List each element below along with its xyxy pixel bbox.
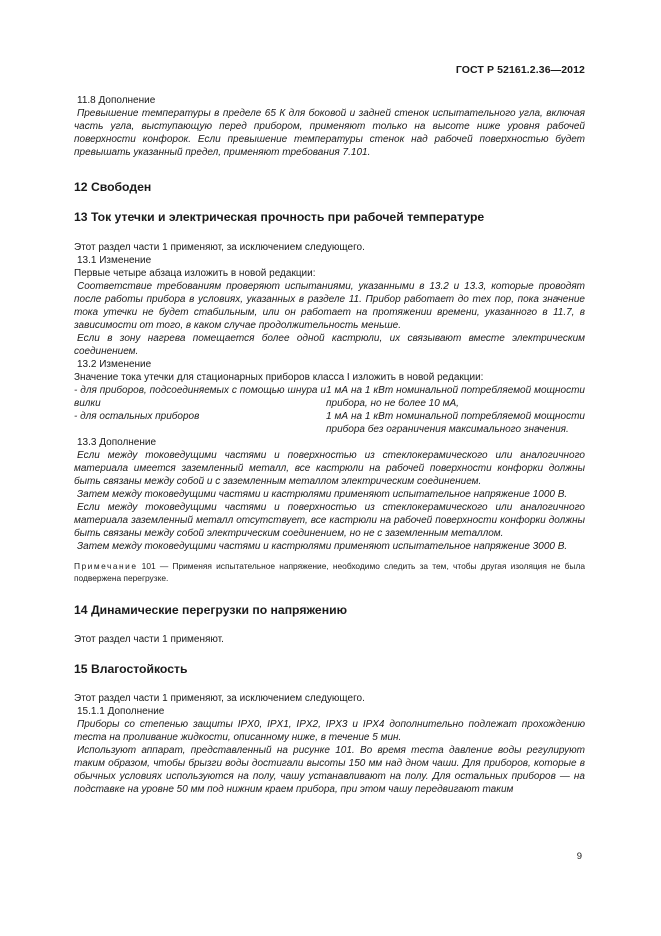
clause-13-3-label: 13.3 Дополнение [77,437,157,448]
clause-15-1-1-label: 15.1.1 Дополнение [77,706,165,717]
page-content [74,94,585,796]
leakage-row-cord-type: - для приборов, подсоединяемых с помощью шнура и вилки [74,385,326,409]
section-14-heading: 14 Динамические перегрузки по напряжению [74,603,347,617]
section-13-heading: 13 Ток утечки и электрическая прочность при рабочей температуре [74,210,485,224]
leakage-row-cord [74,384,585,410]
leakage-row-other-value: 1 мА на 1 кВт номинальной потребляемой мощности прибора без ограничения максимального значения. [326,411,585,435]
leakage-row-other-type: - для остальных приборов [74,411,200,422]
section-15-heading: 15 Влагостойкость [74,662,188,676]
standard-header: ГОСТ Р 52161.2.36—2012 [455,64,585,76]
clause-13-3-para-4: Затем между токоведущими частями и кастрюлями применяют испытательное напряжение 3000 В. [77,541,568,552]
clause-13-3-para-1: Если между токоведущими частями и поверхностью из стеклокерамического или аналогичного материала имеется заземленный металл, все кастрюли на рабочей поверхности конфорки должны быть связаны между собой и с заземленным металлом электрическим соединением. [74,450,585,487]
clause-11-8-text: Превышение температуры в пределе 65 К для боковой и задней стенок испытательного угла, включая часть угла, выступающую перед прибором, применяют только на высоте ниже уровня рабочей поверхности конфорок. Если превышение температуры стенок над рабочей поверхностью будет превышать указанный предел, применяют требования 7.101. [74,108,585,158]
clause-13-1-label: 13.1 Изменение [77,255,152,266]
clause-13-2-label: 13.2 Изменение [77,359,152,370]
leakage-row-other [74,410,585,436]
clause-15-1-1-para-2: Используют аппарат, представленный на рисунке 101. Во время теста давление воды регулируют таким образом, чтобы брызги воды достигали высоты 150 мм над дном чаши. Для приборов, которые в обычных условиях используются на полу, чашу устанавливают на полу. Для остальных приборов — на подставке на уровне 50 мм под нижним краем прибора, при этом чашу передвигают таким [74,745,585,795]
section-14-text: Этот раздел части 1 применяют. [74,634,224,645]
section-15-intro: Этот раздел части 1 применяют, за исключением следующего. [74,693,365,704]
clause-13-2-lead: Значение тока утечки для стационарных приборов класса I изложить в новой редакции: [74,372,484,383]
note-label: Примечание [74,561,138,571]
clause-15-1-1-para-1: Приборы со степенью защиты IPX0, IPX1, IPX2, IPX3 и IPX4 дополнительно подлежат прохождению теста на проливание жидкости, описанному ниже, в течение 5 мин. [74,719,585,743]
page-number: 9 [576,851,582,862]
section-13-intro: Этот раздел части 1 применяют, за исключением следующего. [74,242,365,253]
note-101 [74,560,585,584]
clause-13-1-para-2: Если в зону нагрева помещается более одной кастрюли, их связывают вместе электрическим соединением. [74,333,585,357]
clause-13-1-para-1: Соответствие требованиям проверяют испытаниями, указанными в 13.2 и 13.3, которые проводят после работы прибора в условиях, указанных в разделе 11. Прибор работает до тех пор, пока значение тока утечки не будет стабильным, или он работает на протяжении времени, указанного в 11.7, в зависимости от того, в каком случае продолжительность меньше. [74,281,585,331]
leakage-row-cord-value: 1 мА на 1 кВт номинальной потребляемой мощности прибора, но не более 10 мА, [326,385,585,409]
clause-11-8-label: 11.8 Дополнение [77,95,156,106]
clause-13-1-lead: Первые четыре абзаца изложить в новой редакции: [74,268,316,279]
section-12-heading: 12 Свободен [74,180,152,194]
clause-13-3-para-2: Затем между токоведущими частями и кастрюлями применяют испытательное напряжение 1000 В. [77,489,568,500]
note-text: 101 — Применяя испытательное напряжение, необходимо следить за тем, чтобы другая изоляция не была подвержена перегрузке. [74,561,585,583]
clause-13-3-para-3: Если между токоведущими частями и поверхностью из стеклокерамического или аналогичного материала заземленный металл отсутствует, все кастрюли на рабочей поверхности конфорки должны быть связаны между собой электрическим соединением, но не с заземленным металлом. [74,502,585,539]
